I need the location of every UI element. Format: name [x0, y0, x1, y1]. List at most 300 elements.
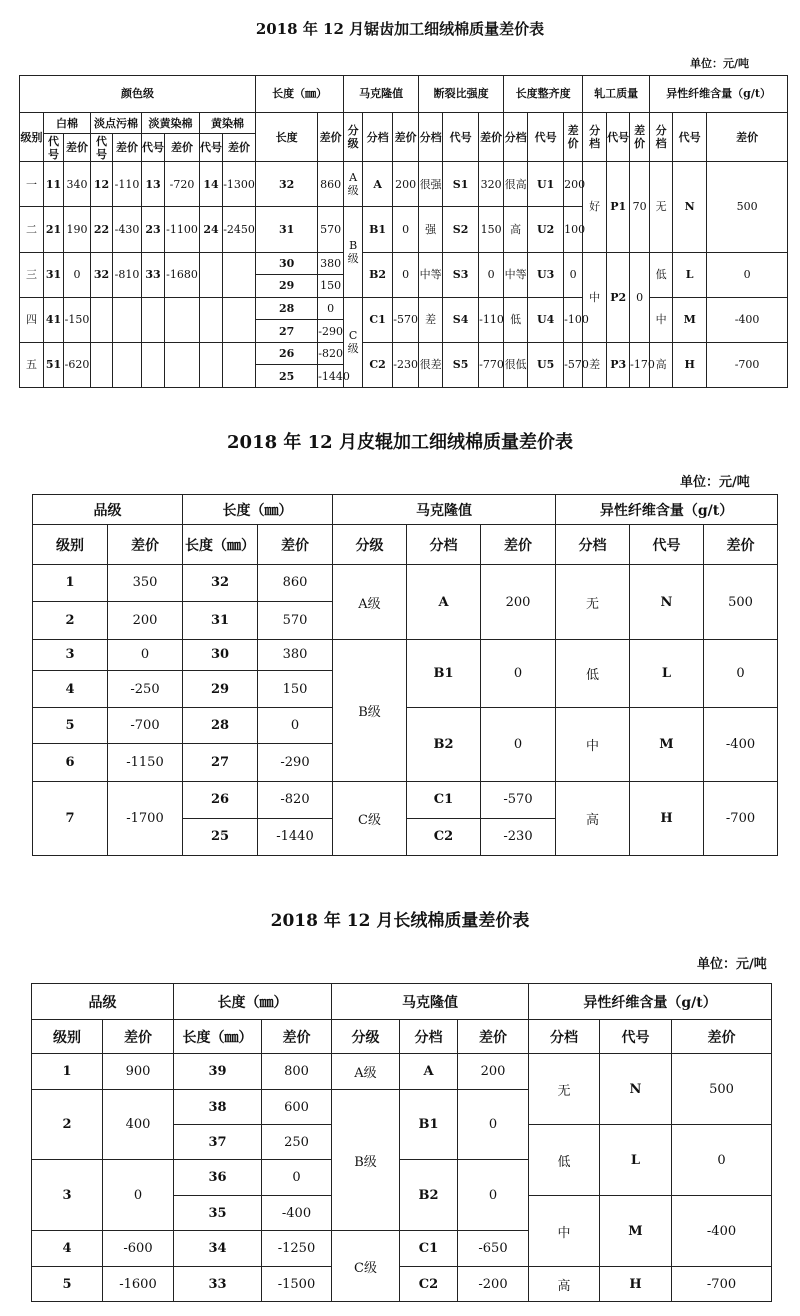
t1-str-code: S3	[443, 252, 479, 297]
t1-tinged-diff: -1680	[165, 252, 200, 297]
t1-mic-diff: 0	[393, 207, 419, 252]
t1-empty-cell	[223, 342, 256, 387]
t1-empty-cell	[200, 297, 223, 342]
t2-for-tier: 高	[556, 781, 630, 855]
t1-foreign-header: 异性纤维含量（g/t）	[650, 76, 788, 113]
t1-uni-diff: 100	[564, 207, 583, 252]
t1-mic-level: A级	[344, 162, 363, 207]
t2-for-code: H	[630, 781, 704, 855]
t1-white-code: 41	[44, 297, 64, 342]
t1-gin-tier-header: 分 档	[583, 112, 607, 161]
t1-uni-diff: -100	[564, 297, 583, 342]
t3-mic-tier: B1	[400, 1090, 458, 1160]
t1-white-diff: -150	[64, 297, 91, 342]
t1-length-value: 32	[256, 162, 318, 207]
t1-empty-cell	[165, 342, 200, 387]
t2-length: 27	[183, 744, 258, 781]
t3-mic-tier-header: 分档	[400, 1020, 458, 1054]
t1-spotted-code: 32	[91, 252, 113, 297]
t1-gin-diff-header: 差价	[630, 112, 650, 161]
t1-white-code: 51	[44, 342, 64, 387]
t1-gin-tier: 差	[583, 342, 607, 387]
t3-for-tier: 高	[529, 1267, 600, 1302]
t3-grade-diff: -600	[103, 1231, 174, 1267]
t1-empty-cell	[200, 342, 223, 387]
t1-yellow-diff-header: 差价	[223, 134, 256, 162]
t3-mic-tier: C2	[400, 1267, 458, 1302]
t1-length-diff: -1440	[318, 365, 344, 388]
t3-grade: 5	[32, 1267, 103, 1302]
t2-mic-diff: 200	[481, 565, 556, 639]
t3-length-diff: 600	[262, 1090, 332, 1125]
t1-title: 2018 年 12 月锯齿加工细绒棉质量差价表	[255, 20, 545, 38]
t2-length-diff: 860	[258, 565, 333, 601]
t2-length: 25	[183, 818, 258, 855]
t1-mic-diff: -230	[393, 342, 419, 387]
t2-for-code: L	[630, 639, 704, 707]
t1-white-code: 11	[44, 162, 64, 207]
t3-grade: 2	[32, 1090, 103, 1160]
t2-length-diff: 0	[258, 708, 333, 744]
t1-gin-code-header: 代号	[607, 112, 630, 161]
t1-length-value: 30	[256, 252, 318, 275]
t2-mic-level: A级	[333, 565, 407, 639]
t1-empty-cell	[113, 342, 142, 387]
t1-spotted-code: 22	[91, 207, 113, 252]
t1-str-diff: 0	[479, 252, 504, 297]
t2-mic-level: C级	[333, 781, 407, 855]
t3-mic-diff: 0	[458, 1090, 529, 1160]
t1-length-diff: 380	[318, 252, 344, 275]
t1-yellow-code: 24	[200, 207, 223, 252]
t2-mic-diff: 0	[481, 708, 556, 781]
t3-grade-diff-header: 差价	[103, 1020, 174, 1054]
t3-for-code: H	[600, 1267, 672, 1302]
t1-uni-diff: -570	[564, 342, 583, 387]
t2-mic-diff-header: 差价	[481, 525, 556, 565]
t1-gin-diff: -170	[630, 342, 650, 387]
t2-mic-tier: B2	[407, 708, 481, 781]
t1-strength-header: 断裂比强度	[419, 76, 504, 113]
t2-mic-range-header: 分级	[333, 525, 407, 565]
t3-mic-diff: 0	[458, 1160, 529, 1231]
t3-grade: 1	[32, 1054, 103, 1090]
t1-str-tier: 很差	[419, 342, 443, 387]
t1-str-tier: 强	[419, 207, 443, 252]
t1-tinged-code-header: 代号	[142, 134, 165, 162]
longstaple-price-table	[31, 983, 772, 1302]
t1-length-value: 31	[256, 207, 318, 252]
t1-str-code: S2	[443, 207, 479, 252]
t3-for-code: M	[600, 1196, 672, 1267]
t2-mic-level: B级	[333, 639, 407, 781]
t3-for-tier: 无	[529, 1054, 600, 1125]
t1-str-diff: 320	[479, 162, 504, 207]
t3-length-header: 长度（㎜）	[174, 984, 332, 1020]
t1-yellow-header: 黄染棉	[200, 112, 256, 134]
t1-for-diff: 500	[707, 162, 788, 252]
t3-grade-diff: 900	[103, 1054, 174, 1090]
rollergin-price-table	[32, 494, 778, 856]
t1-uni-tier: 高	[504, 207, 528, 252]
t3-length-diff: 0	[262, 1160, 332, 1196]
t2-grade: 4	[33, 670, 108, 707]
t1-mic-level: C级	[344, 297, 363, 387]
t1-tinged-diff: -720	[165, 162, 200, 207]
t3-grade-diff: -1600	[103, 1267, 174, 1302]
t3-length: 37	[174, 1125, 262, 1160]
t2-length-diff: 150	[258, 670, 333, 707]
t1-mic-range-header: 分 级	[344, 112, 363, 161]
t1-uni-code: U2	[528, 207, 564, 252]
t1-spotted-code: 12	[91, 162, 113, 207]
t1-uni-tier: 很低	[504, 342, 528, 387]
t1-str-tier: 中等	[419, 252, 443, 297]
t2-grade-diff: -1700	[108, 781, 183, 855]
t1-length-diff: 0	[318, 297, 344, 320]
t1-uni-tier: 很高	[504, 162, 528, 207]
t2-for-tier-header: 分档	[556, 525, 630, 565]
t3-for-tier-header: 分档	[529, 1020, 600, 1054]
t1-mic-tier: A	[363, 162, 393, 207]
t2-for-diff: 0	[704, 639, 778, 707]
t3-mic-tier: A	[400, 1054, 458, 1090]
t3-grade: 4	[32, 1231, 103, 1267]
t1-str-code: S1	[443, 162, 479, 207]
t1-length-diff: 570	[318, 207, 344, 252]
t2-title: 2018 年 12 月皮辊加工细绒棉质量差价表	[227, 432, 573, 453]
t1-length-value: 29	[256, 275, 318, 298]
t3-length: 39	[174, 1054, 262, 1090]
t1-white-diff: -620	[64, 342, 91, 387]
t1-str-diff: -770	[479, 342, 504, 387]
t2-grade: 7	[33, 781, 108, 855]
t1-spotted-diff-header: 差价	[113, 134, 142, 162]
t2-grade-diff: -1150	[108, 744, 183, 781]
t2-length-diff: -820	[258, 781, 333, 818]
t1-length-diff: 860	[318, 162, 344, 207]
t1-uni-code: U5	[528, 342, 564, 387]
t1-spotted-diff: -110	[113, 162, 142, 207]
t3-foreign-header: 异性纤维含量（g/t）	[529, 984, 772, 1020]
t3-grade-diff: 0	[103, 1160, 174, 1231]
t2-for-diff-header: 差价	[704, 525, 778, 565]
t1-length-value: 25	[256, 365, 318, 388]
t1-str-code-header: 代号	[443, 112, 479, 161]
t3-length: 35	[174, 1196, 262, 1231]
t1-white-diff: 0	[64, 252, 91, 297]
t1-yellow-diff: -2450	[223, 207, 256, 252]
t3-length: 36	[174, 1160, 262, 1196]
t2-length: 31	[183, 601, 258, 639]
t1-white-diff-header: 差价	[64, 134, 91, 162]
t1-grade-cell: 一	[20, 162, 44, 207]
t2-mic-tier: C1	[407, 781, 481, 818]
t1-gin-code: P3	[607, 342, 630, 387]
t1-len-diff-header: 差价	[318, 112, 344, 161]
t1-mic-tier: B2	[363, 252, 393, 297]
t3-len-header: 长度（㎜）	[174, 1020, 262, 1054]
t1-length-diff: -290	[318, 320, 344, 343]
t1-grade-cell: 五	[20, 342, 44, 387]
t3-for-diff: -700	[672, 1267, 772, 1302]
t1-empty-cell	[142, 297, 165, 342]
t1-for-code: L	[673, 252, 707, 297]
t1-empty-cell	[142, 342, 165, 387]
t2-length-diff: -1440	[258, 818, 333, 855]
t3-title: 2018 年 12 月长绒棉质量差价表	[270, 911, 530, 931]
t3-mic-level: A级	[332, 1054, 400, 1090]
t1-gin-diff: 70	[630, 162, 650, 252]
t1-for-diff: -700	[707, 342, 788, 387]
t1-uniformity-header: 长度整齐度	[504, 76, 583, 113]
t3-mic-range-header: 分级	[332, 1020, 400, 1054]
t2-mic-header: 马克隆值	[333, 495, 556, 525]
t1-gin-tier: 好	[583, 162, 607, 252]
t2-for-diff: -400	[704, 708, 778, 781]
t1-white-code: 31	[44, 252, 64, 297]
t1-str-diff-header: 差价	[479, 112, 504, 161]
t1-empty-cell	[91, 342, 113, 387]
t2-grade: 5	[33, 708, 108, 744]
t1-uni-diff-header: 差价	[564, 112, 583, 161]
t1-yellow-diff: -1300	[223, 162, 256, 207]
t1-uni-tier: 中等	[504, 252, 528, 297]
t1-uni-diff: 200	[564, 162, 583, 207]
t1-uni-code: U3	[528, 252, 564, 297]
t2-for-code: M	[630, 708, 704, 781]
t2-for-tier: 中	[556, 708, 630, 781]
t1-white-code: 21	[44, 207, 64, 252]
t2-mic-tier: C2	[407, 818, 481, 855]
t1-uni-diff: 0	[564, 252, 583, 297]
t1-str-diff: -110	[479, 297, 504, 342]
t2-grade: 6	[33, 744, 108, 781]
t2-length: 26	[183, 781, 258, 818]
t1-len-col-header: 长度	[256, 112, 318, 161]
t2-foreign-header: 异性纤维含量（g/t）	[556, 495, 778, 525]
t2-grade: 1	[33, 565, 108, 601]
t1-yellow-code-empty	[200, 252, 223, 297]
t1-for-tier-header: 分 档	[650, 112, 673, 161]
t1-mic-level: B级	[344, 207, 363, 297]
t3-length-diff: 250	[262, 1125, 332, 1160]
t1-length-value: 26	[256, 342, 318, 365]
t3-for-diff: 500	[672, 1054, 772, 1125]
t2-length: 28	[183, 708, 258, 744]
t1-length-diff: -820	[318, 342, 344, 365]
t3-mic-tier: C1	[400, 1231, 458, 1267]
t3-grade-header: 级别	[32, 1020, 103, 1054]
t2-grade-group-header: 品级	[33, 495, 183, 525]
t1-for-diff-header: 差价	[707, 112, 788, 161]
t2-grade-diff: 350	[108, 565, 183, 601]
t1-for-tier: 中	[650, 297, 673, 342]
t2-grade-diff-header: 差价	[108, 525, 183, 565]
t1-uni-code-header: 代号	[528, 112, 564, 161]
t1-tinged-header: 淡黄染棉	[142, 112, 200, 134]
t3-length-diff: -1500	[262, 1267, 332, 1302]
t2-for-diff: -700	[704, 781, 778, 855]
t2-for-diff: 500	[704, 565, 778, 639]
t1-tinged-diff: -1100	[165, 207, 200, 252]
t3-for-diff: -400	[672, 1196, 772, 1267]
t1-spotted-code-header: 代号	[91, 134, 113, 162]
t1-mic-tier: B1	[363, 207, 393, 252]
t1-for-code: H	[673, 342, 707, 387]
t3-length: 38	[174, 1090, 262, 1125]
t3-len-diff-header: 差价	[262, 1020, 332, 1054]
t1-for-tier: 无	[650, 162, 673, 252]
t3-for-tier: 低	[529, 1125, 600, 1196]
t1-uni-tier: 低	[504, 297, 528, 342]
t1-ginning-header: 轧工质量	[583, 76, 650, 113]
t1-white-code-header: 代 号	[44, 134, 64, 162]
t3-grade-group-header: 品级	[32, 984, 174, 1020]
t2-mic-tier-header: 分档	[407, 525, 481, 565]
t1-str-code: S4	[443, 297, 479, 342]
t1-mic-diff: 0	[393, 252, 419, 297]
t2-length-diff: 570	[258, 601, 333, 639]
t2-mic-tier: A	[407, 565, 481, 639]
t1-gin-code: P2	[607, 252, 630, 342]
t3-mic-header: 马克隆值	[332, 984, 529, 1020]
t1-color-header: 颜色级	[20, 76, 256, 113]
t1-yellow-code: 14	[200, 162, 223, 207]
t3-length-diff: -1250	[262, 1231, 332, 1267]
t1-tinged-diff-header: 差价	[165, 134, 200, 162]
t2-grade-header: 级别	[33, 525, 108, 565]
t3-mic-diff: -650	[458, 1231, 529, 1267]
t1-uni-code: U1	[528, 162, 564, 207]
t2-mic-diff: 0	[481, 639, 556, 707]
t1-white-diff: 340	[64, 162, 91, 207]
t1-white-header: 白棉	[44, 112, 91, 134]
t1-empty-cell	[113, 297, 142, 342]
t1-grade-header: 级别	[20, 112, 44, 161]
t1-spotted-diff: -810	[113, 252, 142, 297]
t3-mic-diff-header: 差价	[458, 1020, 529, 1054]
t1-unit: 单位：元/吨	[690, 57, 750, 70]
t1-mic-tier-header: 分档	[363, 112, 393, 161]
t3-grade: 3	[32, 1160, 103, 1231]
t2-unit: 单位：元/吨	[680, 475, 750, 490]
t2-mic-tier: B1	[407, 639, 481, 707]
t2-length: 29	[183, 670, 258, 707]
t2-grade-diff: -700	[108, 708, 183, 744]
t1-spotted-diff: -430	[113, 207, 142, 252]
t1-uni-code: U4	[528, 297, 564, 342]
t2-for-code-header: 代号	[630, 525, 704, 565]
t3-for-code: L	[600, 1125, 672, 1196]
t1-for-tier: 低	[650, 252, 673, 297]
t1-tinged-code: 13	[142, 162, 165, 207]
t1-gin-tier: 中	[583, 252, 607, 342]
t1-for-tier: 高	[650, 342, 673, 387]
t1-grade-cell: 三	[20, 252, 44, 297]
t1-tinged-code: 33	[142, 252, 165, 297]
t2-grade-diff: 0	[108, 639, 183, 670]
t1-grade-cell: 四	[20, 297, 44, 342]
t3-for-code-header: 代号	[600, 1020, 672, 1054]
t2-grade: 2	[33, 601, 108, 639]
t1-yellow-diff-empty	[223, 252, 256, 297]
t1-mic-tier: C1	[363, 297, 393, 342]
t1-length-header: 长度（㎜）	[256, 76, 344, 113]
t3-unit: 单位：元/吨	[697, 957, 767, 972]
t3-for-tier: 中	[529, 1196, 600, 1267]
t1-uni-tier-header: 分档	[504, 112, 528, 161]
t1-tinged-code: 23	[142, 207, 165, 252]
t3-for-diff: 0	[672, 1125, 772, 1196]
t2-length-diff: -290	[258, 744, 333, 781]
t2-len-header: 长度（㎜）	[183, 525, 258, 565]
t3-length-diff: 800	[262, 1054, 332, 1090]
t3-mic-level: C级	[332, 1231, 400, 1302]
t3-for-code: N	[600, 1054, 672, 1125]
t1-grade-cell: 二	[20, 207, 44, 252]
t2-for-code: N	[630, 565, 704, 639]
t1-for-diff: 0	[707, 252, 788, 297]
t1-for-code: N	[673, 162, 707, 252]
t2-length-header: 长度（㎜）	[183, 495, 333, 525]
t1-length-value: 27	[256, 320, 318, 343]
t2-len-diff-header: 差价	[258, 525, 333, 565]
t1-mic-diff: 200	[393, 162, 419, 207]
t2-length: 30	[183, 639, 258, 670]
t1-str-tier: 很强	[419, 162, 443, 207]
t3-length: 33	[174, 1267, 262, 1302]
t1-length-diff: 150	[318, 275, 344, 298]
t1-gin-code: P1	[607, 162, 630, 252]
t3-for-diff-header: 差价	[672, 1020, 772, 1054]
t2-grade-diff: 200	[108, 601, 183, 639]
t1-empty-cell	[223, 297, 256, 342]
t1-mic-tier: C2	[363, 342, 393, 387]
t1-gin-diff: 0	[630, 252, 650, 342]
t2-for-tier: 无	[556, 565, 630, 639]
t1-empty-cell	[165, 297, 200, 342]
t2-grade-diff: -250	[108, 670, 183, 707]
t1-spotted-header: 淡点污棉	[91, 112, 142, 134]
t3-length: 34	[174, 1231, 262, 1267]
t1-str-tier-header: 分档	[419, 112, 443, 161]
t2-for-tier: 低	[556, 639, 630, 707]
t1-mic-diff-header: 差价	[393, 112, 419, 161]
t1-mic-diff: -570	[393, 297, 419, 342]
t1-for-diff: -400	[707, 297, 788, 342]
t1-str-code: S5	[443, 342, 479, 387]
t3-mic-diff: 200	[458, 1054, 529, 1090]
t3-grade-diff: 400	[103, 1090, 174, 1160]
t1-str-tier: 差	[419, 297, 443, 342]
t2-grade: 3	[33, 639, 108, 670]
t1-mic-header: 马克隆值	[344, 76, 419, 113]
t1-empty-cell	[91, 297, 113, 342]
t2-mic-diff: -230	[481, 818, 556, 855]
t2-length-diff: 380	[258, 639, 333, 670]
t2-mic-diff: -570	[481, 781, 556, 818]
t3-length-diff: -400	[262, 1196, 332, 1231]
t1-for-code-header: 代号	[673, 112, 707, 161]
t2-length: 32	[183, 565, 258, 601]
t3-mic-diff: -200	[458, 1267, 529, 1302]
t3-mic-level: B级	[332, 1090, 400, 1231]
t1-yellow-code-header: 代号	[200, 134, 223, 162]
t1-for-code: M	[673, 297, 707, 342]
t1-str-diff: 150	[479, 207, 504, 252]
t1-white-diff: 190	[64, 207, 91, 252]
